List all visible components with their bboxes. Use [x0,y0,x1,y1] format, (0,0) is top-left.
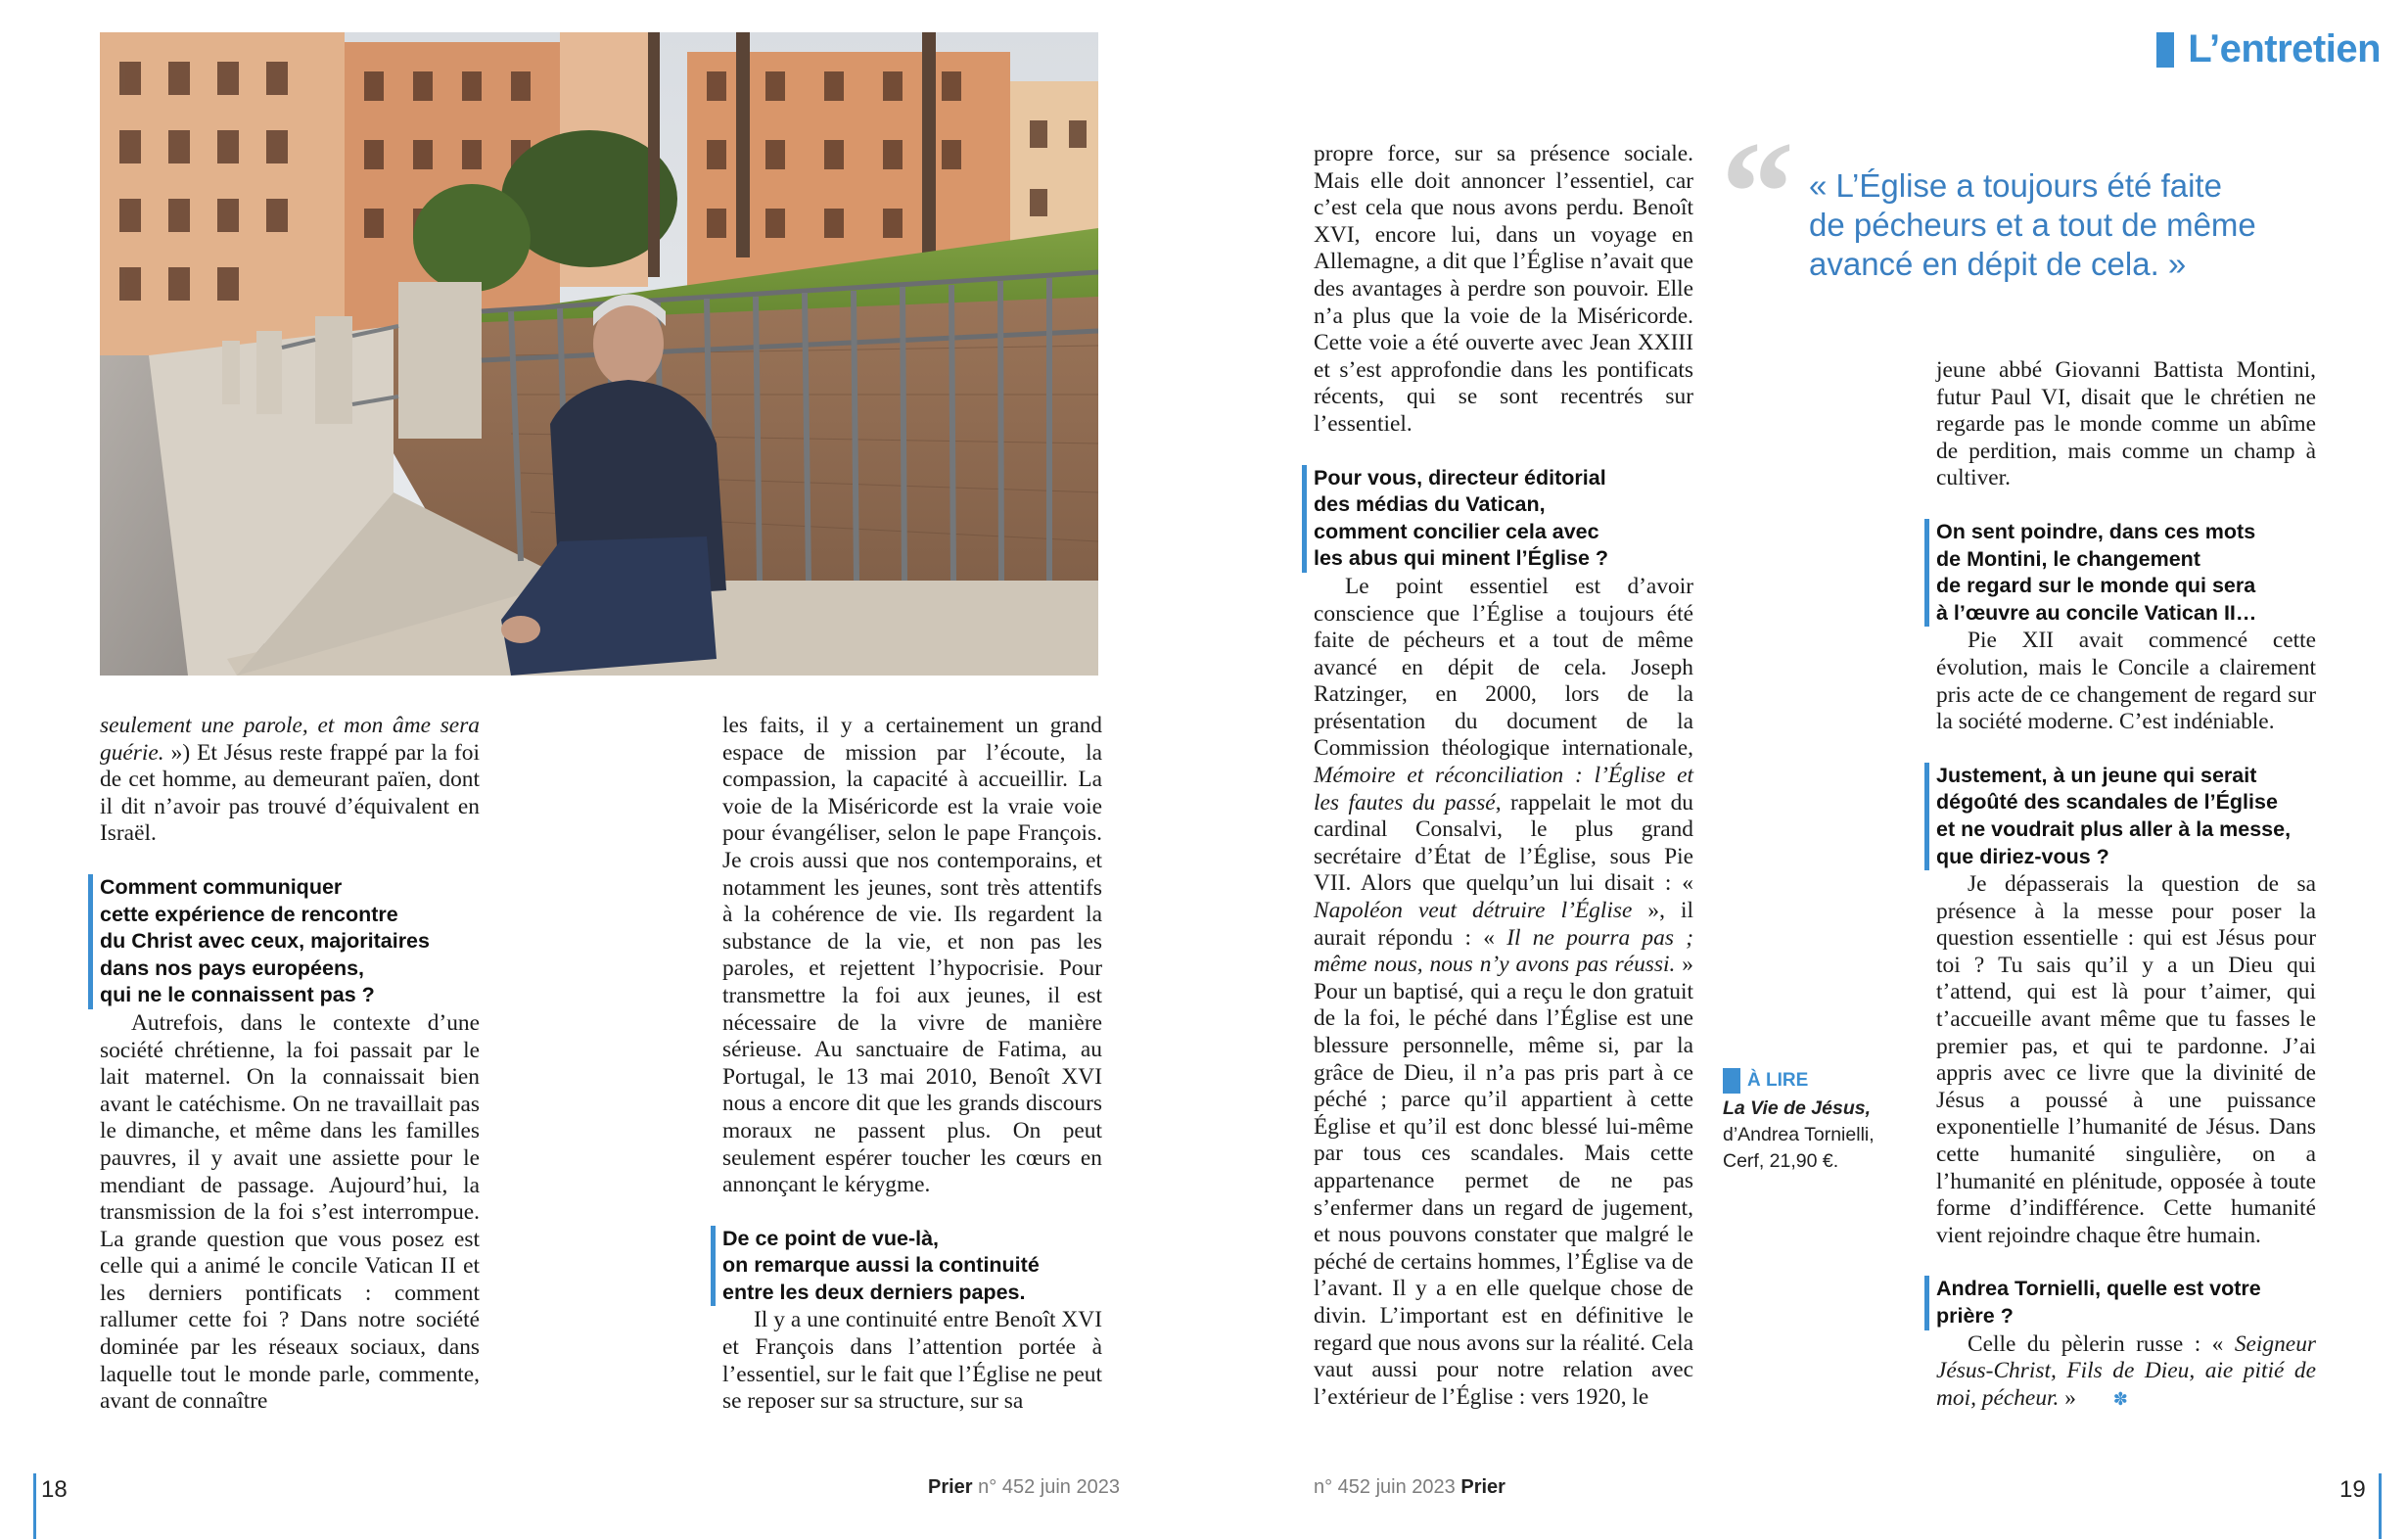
book-publisher: Cerf, 21,90 €. [1723,1150,1839,1172]
question-line: et ne voudrait plus aller à la messe, [1936,816,2292,841]
reading-box [1723,1067,1899,1175]
question-line: prière ? [1936,1304,2014,1328]
text-run: Celle du pèlerin russe : « [1968,1330,2235,1357]
pull-quote-line: « L’Église a toujours été faite [1809,167,2222,204]
question-line: on remarque aussi la continuité [722,1253,1040,1278]
issue-info: n° 452 juin 2023 [978,1476,1120,1498]
question-line: de Montini, le changement [1936,546,2200,571]
question-line: Justement, à un jeune qui serait [1936,763,2257,787]
interview-question [88,874,480,1009]
paragraph: propre force, sur sa présence sociale. Mais elle doit annoncer l’essentiel, car c’est cela que nous avons perdu. Benoît XVI, encore lui, dans un voyage en Allemagne, a dit que l’Église n’avait que des avantages à perdre son pouvoir. Elle n’a plus que la voie de la Miséricorde. Cette voie a été ouverte avec Jean XXIII et s’est approfondie dans les pontificats récents, qui se sont recentrés sur l’essentiel. [1314,141,1693,437]
paragraph: Pie XII avait commencé cette évolution, mais le Concile a clairement pris acte de ce changement de regard sur la société moderne. C’est indéniable. [1936,628,2316,735]
pull-quote-line: de pécheurs et a tout de même [1809,207,2256,243]
book-title: Mémoire et réconciliation : l’Église et les fautes du passé [1314,763,1693,816]
paragraph: jeune abbé Giovanni Battista Montini, futur Paul VI, disait que le chrétien ne regarde pas le monde comme un abîme de perdition, mais comme un champ à cultiver. [1936,357,2316,491]
page-number-left: 18 [41,1476,68,1503]
text-run: ») Et Jésus reste frappé par la foi de cet homme, au demeurant païen, dont il dit n’avoir pas trouvé d’équivalent en Israël. [100,739,480,847]
section-heading [2156,27,2381,71]
question-line: Comment communiquer [100,874,343,899]
section-label: L’entretien [2188,27,2381,70]
footer-bar-right [2379,1473,2382,1539]
question-line: De ce point de vue-là, [722,1226,940,1250]
column-1 [100,713,480,1416]
section-square [2156,32,2174,68]
question-line: entre les deux derniers papes. [722,1280,1026,1304]
question-line: Andrea Tornielli, quelle est votre [1936,1277,2261,1301]
text-run: », il aurait répondu : « [1314,898,1693,951]
interview-photo [100,32,1098,676]
question-line: du Christ avec ceux, majoritaires [100,929,430,954]
interview-question [1924,763,2316,870]
italic-quote: Seigneur Jésus-Christ, Fils de Dieu, aie pitié de moi, pécheur. [1936,1330,2316,1411]
pull-quote-text [1809,166,2338,284]
question-line: dégoûté des scandales de l’Église [1936,790,2278,815]
magazine-name: Prier [1460,1476,1505,1498]
column-2 [722,713,1102,1416]
reading-heading [1723,1067,1899,1094]
paragraph [100,713,480,848]
interview-question [711,1226,1102,1307]
pull-quote-line: avancé en dépit de cela. » [1809,246,2187,282]
interview-question [1302,465,1693,573]
text-run: Le point essentiel est d’avoir conscience que l’Église a toujours été faite de pécheurs et a tout de même avancé en dépit de cela. Joseph Ratzinger, en 2000, lors de la présentation du document de la Commission théologique internationale, [1314,573,1693,762]
quote-mark-icon: “ [1721,112,1794,274]
paragraph [1314,574,1693,1411]
paragraph: Il y a une continuité entre Benoît XVI et François dans l’attention portée à l’essentiel, sur le fait que l’Église ne peut se reposer sur sa structure, sur sa [722,1307,1102,1415]
question-line: Pour vous, directeur éditorial [1314,465,1606,490]
question-line: comment concilier cela avec [1314,519,1599,543]
interview-question [1924,519,2316,627]
question-line: On sent poindre, dans ces mots [1936,519,2256,543]
text-run: » [2059,1384,2076,1411]
paragraph [1936,1331,2316,1414]
column-3 [1314,141,1693,1411]
text-run: , rappelait le mot du cardinal Consalvi, le plus grand secrétaire d’État de l’Église, sous Pie VII. Alors que quelqu’un lui disait : « [1314,789,1693,897]
question-line: les abus qui minent l’Église ? [1314,546,1609,571]
question-line: cette expérience de rencontre [100,902,398,926]
question-line: des médias du Vatican, [1314,492,1546,517]
book-author: d’Andrea Tornielli, [1723,1124,1875,1145]
gear-icon: ✽ [2112,1388,2128,1409]
text-run: » Pour un baptisé, qui a reçu le don gratuit de la foi, le péché dans l’Église est une blessure personnelle, même si, par la grâce de Dieu, il n’a pas pris part à ce péché ; parce qu’il appartient à cette Église et qu’il est donc blessé lui-même par tous ces scandales. Mais cette appartenance permet de ne pas s’enfermer dans un regard de jugement, et nous pouvons constater que malgré le péché de certains hommes, l’Église va de l’avant. Il y a en elle quelque chose de divin. L’important est en définitive le regard que nous avons sur la réalité. Cela vaut aussi pour notre relation avec l’extérieur de l’Église : vers 1920, le [1314,952,1693,1410]
magazine-name: Prier [928,1476,973,1498]
question-line: dans nos pays européens, [100,956,365,980]
book-title: La Vie de Jésus, [1723,1097,1872,1119]
reading-square [1723,1068,1740,1094]
question-line: que diriez-vous ? [1936,844,2109,868]
photo-illustration [100,32,1098,676]
question-line: à l’œuvre au concile Vatican II… [1936,600,2257,625]
question-line: de regard sur le monde qui sera [1936,574,2256,598]
italic-quote: seulement une parole, et mon âme sera guérie. [100,713,480,766]
page-number-right: 19 [2339,1476,2366,1503]
column-4 [1936,357,2316,1413]
italic-quote: Il ne pourra pas ; même nous, nous n’y avons pas réussi. [1314,924,1694,978]
interview-question [1924,1276,2316,1329]
paragraph: Je dépasserais la question de sa présence à la messe pour poser la question essentielle : qui est Jésus pour toi ? Tu sais qu’il y a un Dieu qui t’attend, qui est là pour t’aimer, qui t’accueille avant même que tu fasses le premier pas, et qui te pardonne. J’ai appris avec ce livre que la divinité de Jésus a poussé à une puissance exponentielle l’humanité de Jésus. Dans cette humanité singulière, on a l’humanité en plénitude, opposée à toute forme d’indifférence. Cette humanité vient rejoindre chaque être humain. [1936,871,2316,1248]
paragraph: les faits, il y a certainement un grand espace de mission par l’écoute, la compassion, la capacité à accueillir. La voie de la Miséricorde est la vraie voie pour évangéliser, selon le pape François. Je crois aussi que nos contemporains, et notamment les jeunes, sont très attentifs à la cohérence de vie. Ils regardent la substance de la vie, et non pas les paroles, et rejettent l’hypocrisie. Pour transmettre la foi aux jeunes, il est nécessaire de la vivre de manière sérieuse. Au sanctuaire de Fatima, au Portugal, le 13 mai 2010, Benoît XVI nous a encore dit que les grands discours moraux ne passent plus. On peut seulement espérer toucher les cœurs en annonçant le kérygme. [722,713,1102,1198]
paragraph: Autrefois, dans le contexte d’une société chrétienne, la foi passait par le lait maternel. On la connaissait bien avant le catéchisme. On ne travaillait pas le dimanche, et même dans les familles pauvres, il y avait une assiette pour le mendiant de passage. Aujourd’hui, la transmission de la foi s’est interrompue. La grande question que vous posez est celle qui a animé le concile Vatican II et les derniers pontificats : comment rallumer cette foi ? Dans notre société dominée par les réseaux sociaux, dans laquelle tout le monde parle, commente, avant de connaître [100,1009,480,1415]
italic-quote: Napoléon veut détruire l’Église [1314,898,1633,924]
reading-heading-label: À LIRE [1747,1070,1809,1091]
footer-right-issue [1314,1476,1505,1499]
footer-left-issue [928,1476,1120,1499]
issue-info: n° 452 juin 2023 [1314,1476,1456,1498]
footer-bar-left [33,1473,36,1539]
question-line: qui ne le connaissent pas ? [100,983,375,1007]
